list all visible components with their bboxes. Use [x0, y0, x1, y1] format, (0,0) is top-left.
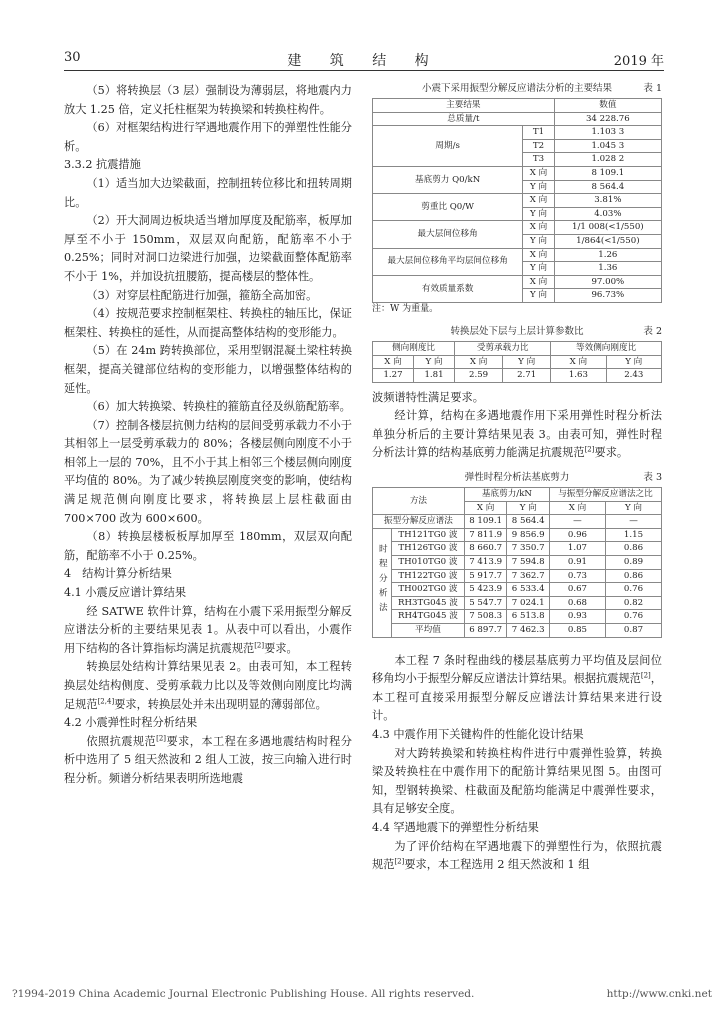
- text: 为了评价结构在罕遇地震下的弹塑性行为，依照抗震规范: [372, 839, 662, 872]
- text: 依照抗震规范: [86, 734, 157, 748]
- table-cell: 0.93: [549, 610, 605, 624]
- table-cell: 0.96: [549, 528, 605, 542]
- table-cell: 9 856.9: [507, 528, 550, 542]
- text: 转换层处结构计算结果见表 2。由表可知，本工程转换层处结构侧度、受剪承载力比以及等效侧向刚度比均满足规范: [64, 660, 352, 711]
- table-cell: —: [605, 515, 661, 529]
- table-cell: X 向: [523, 221, 554, 235]
- table-cell: 5 423.9: [464, 583, 507, 597]
- table-row: [373, 112, 662, 126]
- paragraph: （6）加大转换梁、转换柱的箍筋直径及纵筋配筋率。: [86, 400, 351, 414]
- text: 要求，本工程在多遇地震结构时程分析中选用了 5 组天然波和 2 组人工波，按三向输入进行时程分析。频谱分析结果表明所选地震: [64, 734, 352, 785]
- table-cell: 7 413.9: [464, 556, 507, 570]
- table-cell: 8 564.4: [554, 180, 661, 194]
- page-number: 30: [64, 50, 81, 65]
- text: 要求。: [594, 446, 629, 460]
- table-cell: X 向: [373, 355, 414, 369]
- table-row: [373, 99, 662, 113]
- header-cell: 与振型分解反应谱法之比: [549, 488, 661, 502]
- ratio-table: [372, 341, 662, 383]
- table-cell: TH126TG0 波: [392, 542, 465, 556]
- group-label: 时程分析法: [377, 543, 388, 617]
- table-row: [373, 275, 662, 289]
- table-cell: Y 向: [414, 355, 455, 369]
- table-cell: 8 109.1: [554, 166, 661, 180]
- table-cell: 基底剪力 Q0/kN: [373, 166, 523, 193]
- header-cell: 主要结果: [373, 99, 555, 113]
- table-note: 注：W 为重量。: [372, 303, 439, 314]
- table-cell: 97.00%: [554, 275, 661, 289]
- table-cell: 8 109.1: [464, 515, 507, 529]
- left-column: [64, 82, 352, 789]
- text: 要求，转换层处并未出现明显的薄弱部位。: [114, 697, 327, 711]
- table-cell: 总质量/t: [373, 112, 555, 126]
- paragraph: （6）对框架结构进行罕遇地震作用下的弹塑性性能分析。: [64, 121, 352, 153]
- table-cell: Y 向: [523, 207, 554, 221]
- table-cell: 96.73%: [554, 289, 661, 303]
- table-caption: [372, 471, 662, 485]
- table-cell: 0.86: [605, 569, 661, 583]
- paragraph: （3）对穿层柱配筋进行加强，箍筋全高加密。: [86, 288, 318, 302]
- citation: [2]: [394, 857, 405, 866]
- table-cell: 7 024.1: [507, 596, 550, 610]
- table-cell: 平均值: [392, 624, 465, 638]
- journal-title: 建 筑 结 构: [287, 53, 441, 69]
- citation: [2]: [254, 641, 265, 650]
- section-heading: 4.1 小震反应谱计算结果: [64, 586, 187, 600]
- table-cell: Y 向: [523, 289, 554, 303]
- table-cell: Y 向: [606, 355, 661, 369]
- page-header: [64, 50, 664, 70]
- header-cell: 数值: [554, 99, 661, 113]
- table-cell: TH002TG0 波: [392, 583, 465, 597]
- table-row: [373, 355, 662, 369]
- table-cell: 5 917.7: [464, 569, 507, 583]
- table-cell: —: [549, 515, 605, 529]
- footer-link[interactable]: http://www.cnki.net: [606, 988, 712, 1000]
- table-cell: 7 594.8: [507, 556, 550, 570]
- header-cell: 基底剪力/kN: [464, 488, 549, 502]
- table-cell: 周期/s: [373, 126, 523, 167]
- table-cell: 1.36: [554, 262, 661, 276]
- table-row: [373, 624, 662, 638]
- section-heading: 3.3.2 抗震措施: [64, 158, 141, 172]
- table-cell: 6 533.4: [507, 583, 550, 597]
- text: 要求。: [264, 641, 298, 655]
- table-cell: RH3TG045 波: [392, 596, 465, 610]
- table-cell: Y 向: [503, 355, 551, 369]
- text: 本工程 7 条时程曲线的楼层基底剪力平均值及层间位移角均小于振型分解反应谱法计算结果。根据抗震规范: [372, 653, 662, 686]
- table-number: 表 1: [643, 83, 662, 94]
- issue-year: 2019 年: [613, 54, 664, 69]
- table-cell: 3.81%: [554, 194, 661, 208]
- table-cell: T1: [523, 126, 554, 140]
- table-cell: 1.15: [605, 528, 661, 542]
- citation: [2,4]: [97, 696, 115, 705]
- table-cell: 1/864(<1/550): [554, 234, 661, 248]
- right-column: [372, 82, 662, 875]
- table-cell: 1/1 008(<1/550): [554, 221, 661, 235]
- table-cell: 0.86: [605, 542, 661, 556]
- table-cell: 0.87: [605, 624, 661, 638]
- paragraph: 波频谱特性满足要求。: [372, 390, 484, 404]
- table-row: [373, 515, 662, 529]
- text: 经 SATWE 软件计算，结构在小震下采用振型分解反应谱法分析的主要结果见表 1。从表中可以看出，小震作用下结构的各计算指标均满足抗震规范: [64, 604, 352, 655]
- paragraph: [64, 603, 352, 659]
- table-cell: 1.63: [551, 369, 606, 383]
- table-title: 小震下采用振型分解反应谱法分析的主要结果: [421, 83, 612, 94]
- table-cell: 0.73: [549, 569, 605, 583]
- table-cell: 0.68: [549, 596, 605, 610]
- table-cell: Y 向: [523, 180, 554, 194]
- table-cell: 1.27: [373, 369, 414, 383]
- table-row: [373, 556, 662, 570]
- table-cell: T2: [523, 139, 554, 153]
- table-cell: 7 462.3: [507, 624, 550, 638]
- table-title: 弹性时程分析法基底剪力: [464, 472, 570, 484]
- table-cell: 0.76: [605, 583, 661, 597]
- table-cell: TH010TG0 波: [392, 556, 465, 570]
- table-cell: X 向: [523, 194, 554, 208]
- table-cell: 7 508.3: [464, 610, 507, 624]
- paragraph: [372, 407, 662, 463]
- table-cell: 6 513.8: [507, 610, 550, 624]
- table-cell: 0.91: [549, 556, 605, 570]
- copyright-text: ?1994-2019 China Academic Journal Electronic Publishing House. All rights reserved.: [12, 988, 475, 1000]
- table-cell: 2.71: [503, 369, 551, 383]
- table-cell: 2.59: [455, 369, 503, 383]
- paragraph: [372, 838, 662, 875]
- table-row: [373, 221, 662, 235]
- table-cell: X 向: [551, 355, 606, 369]
- table-row: [373, 569, 662, 583]
- text: 要求，本工程选用 2 组天然波和 1 组: [404, 858, 590, 872]
- header-cell: 侧向刚度比: [373, 341, 455, 355]
- table-cell: 有效质量系数: [373, 275, 523, 302]
- table-1: [372, 82, 662, 315]
- table-cell: 0.85: [549, 624, 605, 638]
- table-2: [372, 325, 662, 383]
- table-cell: X 向: [549, 501, 605, 515]
- text: ，本工程可直接采用振型分解反应谱法计算结果来进行设计。: [372, 672, 662, 723]
- table-cell: 1.045 3: [554, 139, 661, 153]
- table-caption: [372, 325, 662, 339]
- paragraph: （7）控制各楼层抗侧力结构的层间受剪承载力不小于其相邻上一层受剪承载力的 80%；各楼层侧向刚度不小于相邻上一层的 70%，且不小于其上相邻三个楼层侧向刚度平均值的 80%。为了减少转换层刚度突变的影响，使结构满足规范侧向刚度比要求，将转换层上层柱截面由 700×700 改为 600×600。: [64, 418, 352, 525]
- table-cell: X 向: [455, 355, 503, 369]
- table-cell: 0.82: [605, 596, 661, 610]
- table-cell: 7 350.7: [507, 542, 550, 556]
- header-cell: 方法: [373, 488, 465, 515]
- section-heading: 4 结构计算分析结果: [64, 567, 172, 581]
- header-cell: 等效侧向刚度比: [551, 341, 662, 355]
- section-heading: 4.4 罕遇地震下的弹塑性分析结果: [372, 820, 539, 834]
- paragraph: [64, 658, 352, 714]
- table-cell: X 向: [523, 275, 554, 289]
- citation: [2]: [584, 445, 595, 454]
- table-number: 表 2: [643, 325, 662, 337]
- paragraph: （8）转换层楼板板厚加厚至 180mm，双层双向配筋，配筋率不小于 0.25%。: [64, 530, 352, 562]
- table-cell: 7 362.7: [507, 569, 550, 583]
- table-row: [373, 488, 662, 502]
- table-cell: 0.67: [549, 583, 605, 597]
- section-heading: 4.3 中震作用下关键构件的性能化设计结果: [372, 727, 584, 741]
- table-cell: RH4TG045 波: [392, 610, 465, 624]
- paragraph: 对大跨转换梁和转换柱构件进行中震弹性验算，转换梁及转换柱在中震作用下的配筋计算结果见图 5。由图可知，型钢转换梁、柱截面及配筋均能满足中震弹性要求，具有足够安全度。: [372, 746, 662, 816]
- table-row: [373, 542, 662, 556]
- citation: [2]: [156, 734, 167, 743]
- citation: [2]: [640, 671, 651, 680]
- paragraph: （5）将转换层（3 层）强制设为薄弱层，将地震内力放大 1.25 倍，定义托柱框架为转换梁和转换柱构件。: [64, 84, 352, 116]
- table-row: [373, 528, 662, 542]
- paragraph: [64, 733, 352, 789]
- table-cell: Y 向: [605, 501, 661, 515]
- paragraph: （2）开大洞周边板块适当增加厚度及配筋率，板厚加厚至不小于 150mm，双层双向配筋，配筋率不小于 0.25%；同时对洞口边梁进行加强，边梁截面整体配筋率不小于 1%，并加设抗扭腰筋，提高楼层的整体性。: [64, 214, 352, 283]
- table-cell: 34 228.76: [554, 112, 661, 126]
- table-cell: 1.103 3: [554, 126, 661, 140]
- paragraph: [372, 652, 662, 726]
- table-cell: X 向: [523, 166, 554, 180]
- table-3: [372, 471, 662, 638]
- text: 经计算，结构在多遇地震作用下采用弹性时程分析法单独分析后的主要计算结果见表 3。由表可知，弹性时程分析法计算的结构基底剪力能满足抗震规范: [372, 409, 662, 460]
- time-history-table: [372, 487, 662, 638]
- table-cell: 2.43: [606, 369, 661, 383]
- table-cell: [373, 528, 392, 637]
- table-row: [373, 126, 662, 140]
- table-cell: Y 向: [507, 501, 550, 515]
- header-cell: 受剪承载力比: [455, 341, 551, 355]
- table-cell: 最大层间位移角: [373, 221, 523, 248]
- table-cell: X 向: [464, 501, 507, 515]
- table-row: [373, 610, 662, 624]
- table-row: [373, 583, 662, 597]
- table-row: [373, 341, 662, 355]
- table-caption: [372, 82, 662, 96]
- table-cell: 最大层间位移角平均层间位移角: [373, 248, 523, 275]
- table-cell: 振型分解反应谱法: [373, 515, 465, 529]
- section-heading: 4.2 小震弹性时程分析结果: [64, 716, 198, 730]
- table-cell: 1.81: [414, 369, 455, 383]
- table-cell: 7 811.9: [464, 528, 507, 542]
- table-cell: 1.26: [554, 248, 661, 262]
- table-cell: T3: [523, 153, 554, 167]
- table-row: [373, 194, 662, 208]
- table-cell: 1.028 2: [554, 153, 661, 167]
- paragraph: （4）按规范要求控制框架柱、转换柱的轴压比，保证框架柱、转换柱的延性，从而提高整体结构的变形能力。: [64, 307, 352, 339]
- table-number: 表 3: [643, 472, 662, 484]
- table-cell: 8 660.7: [464, 542, 507, 556]
- table-cell: 6 897.7: [464, 624, 507, 638]
- paragraph: （5）在 24m 跨转换部位，采用型钢混凝土梁柱转换框架，提高关键部位结构的变形能力，以增强整体结构的延性。: [64, 344, 352, 395]
- table-cell: 0.89: [605, 556, 661, 570]
- table-cell: X 向: [523, 248, 554, 262]
- table-cell: TH122TG0 波: [392, 569, 465, 583]
- paragraph: （1）适当加大边梁截面，控制扭转位移比和扭转周期比。: [64, 176, 352, 209]
- table-row: [373, 248, 662, 262]
- table-row: [373, 596, 662, 610]
- table-cell: 5 547.7: [464, 596, 507, 610]
- table-cell: 剪重比 Q0/W: [373, 194, 523, 221]
- table-cell: Y 向: [523, 262, 554, 276]
- table-row: [373, 166, 662, 180]
- table-cell: 8 564.4: [507, 515, 550, 529]
- table-cell: Y 向: [523, 234, 554, 248]
- table-title: 转换层处下层与上层计算参数比: [450, 325, 584, 337]
- table-cell: 0.76: [605, 610, 661, 624]
- results-table: [372, 98, 662, 303]
- table-cell: 4.03%: [554, 207, 661, 221]
- table-row: [373, 369, 662, 383]
- table-cell: TH121TG0 波: [392, 528, 465, 542]
- table-cell: 1.07: [549, 542, 605, 556]
- header-rule: [64, 70, 664, 71]
